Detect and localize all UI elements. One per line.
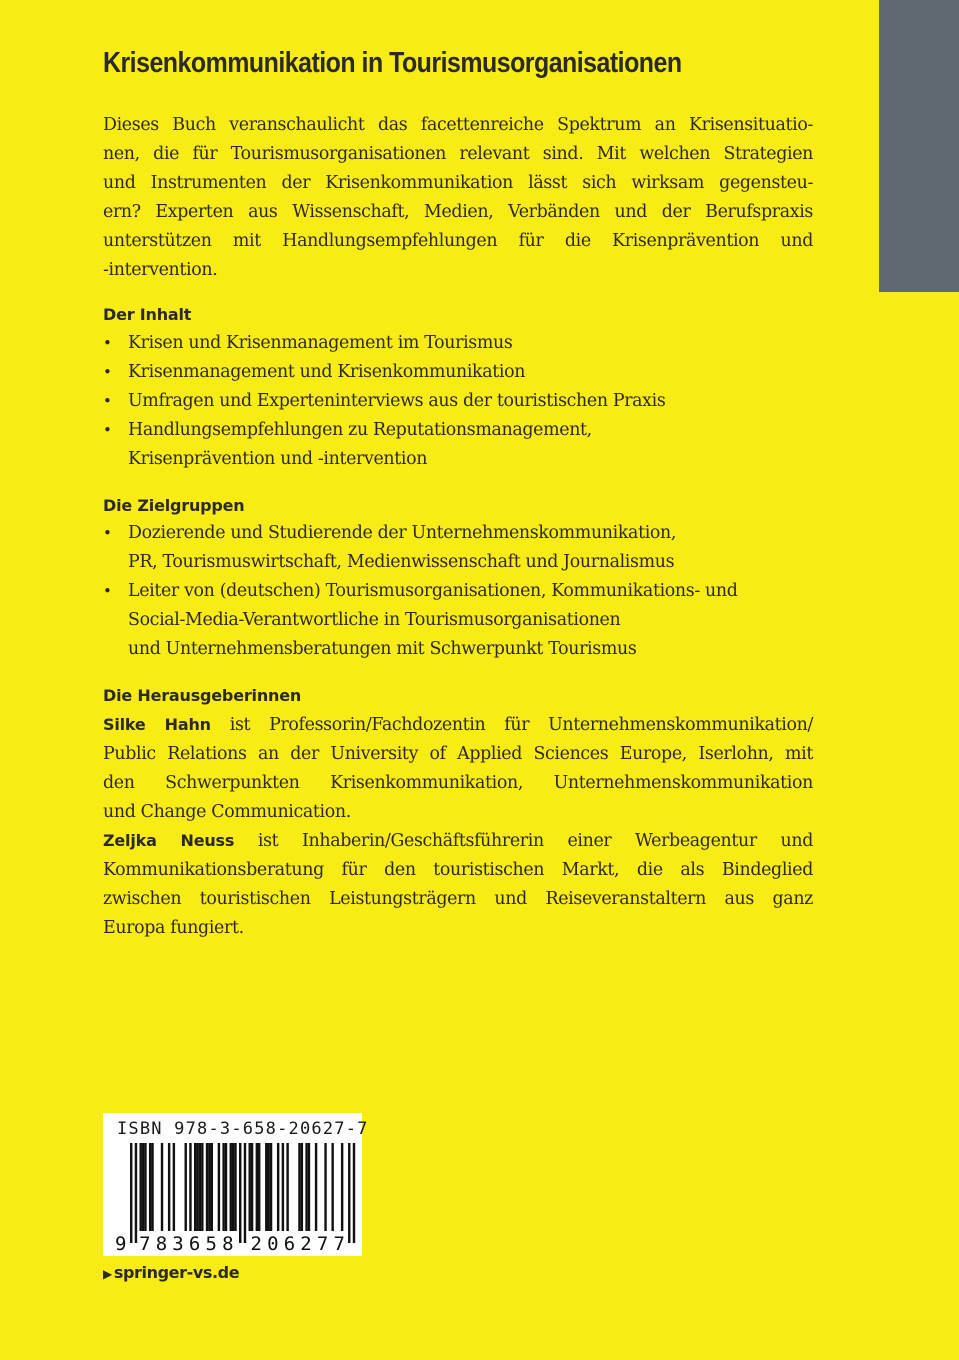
- barcode-digit: 8: [222, 1233, 234, 1255]
- list-item: • Krisenmanagement und Krisenkommunikation: [103, 358, 823, 387]
- barcode-bar: [258, 1143, 260, 1231]
- barcode-bar: [196, 1143, 198, 1231]
- barcode-bar: [144, 1143, 146, 1231]
- intro-line: Dieses Buch veranschaulicht das facettenreiche Spektrum an Krisensituatio-: [103, 115, 813, 135]
- barcode-bar: [324, 1143, 326, 1231]
- barcode-bar: [149, 1143, 151, 1231]
- barcode-bar: [265, 1143, 267, 1231]
- barcode-digit: 8: [155, 1233, 168, 1255]
- list-item: • Dozierende und Studierende der Unternehmenskommunikation, PR, Tourismuswirtschaft, Medienwissenschaft und Journalismus: [103, 519, 823, 577]
- intro-paragraph: [103, 111, 813, 285]
- barcode-digit: 7: [316, 1233, 329, 1255]
- barcode-bar: [286, 1143, 288, 1231]
- editor-bio-hahn: Silke Hahn ist Professorin/Fachdozentin für Unternehmenskommunikation/ Public Relations an der University of Applied Sciences Europe, Iserlohn, mit den Schwerpunkten Krisenkommunikation, Unternehmenskommunikation und Change Communication.: [103, 715, 813, 822]
- barcode-bar: [222, 1143, 224, 1231]
- list-item: • Krisen und Krisenmanagement im Tourismus: [103, 329, 823, 358]
- barcode-bar: [244, 1143, 246, 1243]
- isbn-barcode: [103, 1113, 369, 1256]
- barcode-digit: 2: [250, 1233, 262, 1255]
- barcode-bar: [234, 1143, 236, 1231]
- barcode-bar: [173, 1143, 175, 1231]
- barcode-bar: [218, 1143, 220, 1231]
- barcode-bar: [315, 1143, 317, 1231]
- barcode-bar: [230, 1143, 232, 1231]
- cover-color-band: [879, 0, 959, 292]
- intro-line: nen, die für Tourismusorganisationen relevant sind. Mit welchen Strategien: [103, 144, 813, 164]
- barcode-bar: [142, 1143, 144, 1231]
- barcode-bar: [201, 1143, 203, 1231]
- zielgruppen-heading: Die Zielgruppen: [103, 496, 245, 515]
- barcode-digit: 7: [333, 1233, 345, 1255]
- barcode-bar: [249, 1143, 251, 1231]
- barcode-bar: [301, 1143, 303, 1231]
- barcode-bar: [168, 1143, 170, 1231]
- intro-line: unterstützen mit Handlungsempfehlungen für die Krisenprävention und: [103, 231, 813, 251]
- barcode-bar: [305, 1143, 307, 1231]
- barcode-bar: [232, 1143, 234, 1231]
- intro-line: -intervention.: [103, 260, 218, 280]
- book-title: Krisenkommunikation in Tourismusorganisationen: [103, 47, 682, 79]
- barcode-bar: [251, 1143, 253, 1231]
- barcode-digit: 0: [267, 1233, 279, 1255]
- barcode-bar: [353, 1143, 355, 1243]
- publisher-link[interactable]: ▶ springer-vs.de: [103, 1263, 240, 1282]
- barcode-bar: [277, 1143, 279, 1231]
- editor-name: Zeljka Neuss: [103, 831, 235, 850]
- barcode-bar: [139, 1143, 141, 1231]
- barcode-bar: [151, 1143, 153, 1231]
- list-item: • Umfragen und Experteninterviews aus der touristischen Praxis: [103, 387, 823, 416]
- barcode-bar: [308, 1143, 310, 1231]
- barcode-bar: [331, 1143, 333, 1231]
- barcode-bar: [239, 1143, 241, 1243]
- inhalt-list: [103, 329, 823, 474]
- barcode-digit: 2: [300, 1233, 312, 1255]
- barcode-bar: [270, 1143, 272, 1231]
- barcode-bar: [135, 1143, 137, 1243]
- barcode-bar: [211, 1143, 213, 1231]
- barcode-bar: [256, 1143, 258, 1231]
- barcode-bar: [161, 1143, 163, 1231]
- barcode-bar: [282, 1143, 284, 1231]
- barcode-bar: [267, 1143, 269, 1231]
- intro-line: ern? Experten aus Wissenschaft, Medien, Verbänden und der Berufspraxis: [103, 202, 813, 222]
- barcode-digit: 5: [205, 1233, 217, 1255]
- barcode-bar: [185, 1143, 187, 1231]
- barcode-bar: [341, 1143, 343, 1231]
- barcode-digit: 9: [115, 1233, 127, 1255]
- barcode-digit: 6: [283, 1233, 296, 1255]
- barcode-digit: 3: [172, 1233, 184, 1255]
- editor-name: Silke Hahn: [103, 715, 211, 734]
- barcode-bar: [189, 1143, 191, 1231]
- barcode-bar: [298, 1143, 300, 1231]
- barcode-bar: [130, 1143, 132, 1243]
- barcode-bar: [225, 1143, 227, 1231]
- barcode-bar: [199, 1143, 201, 1231]
- triangle-right-icon: ▶: [103, 1267, 112, 1281]
- inhalt-heading: Der Inhalt: [103, 305, 192, 324]
- list-item: • Handlungsempfehlungen zu Reputationsmanagement, Krisenprävention und -intervention: [103, 416, 823, 474]
- barcode-digit: 7: [139, 1233, 151, 1255]
- editor-bio-neuss: Zeljka Neuss ist Inhaberin/Geschäftsführerin einer Werbeagentur und Kommunikationsberatung für den touristischen Markt, die als Bindeglied zwischen touristischen Leistungsträgern und Reiseveranstaltern aus ganz Europa fungiert.: [103, 831, 813, 938]
- intro-line: und Instrumenten der Krisenkommunikation lässt sich wirksam gegensteu-: [103, 173, 813, 193]
- herausgeberinnen-heading: Die Herausgeberinnen: [103, 686, 302, 705]
- isbn-label: ISBN 978-3-658-20627-7: [117, 1119, 369, 1139]
- barcode-bar: [348, 1143, 350, 1243]
- barcode-bar: [206, 1143, 208, 1231]
- zielgruppen-list: [103, 519, 823, 664]
- list-item: • Leiter von (deutschen) Tourismusorganisationen, Kommunikations- und Social-Media-Verantwortliche in Tourismusorganisationen und Unternehmensberatungen mit Schwerpunkt Tourismus: [103, 577, 823, 664]
- barcode-digit: 6: [188, 1233, 201, 1255]
- barcode-bar: [208, 1143, 210, 1231]
- barcode-bar: [194, 1143, 196, 1231]
